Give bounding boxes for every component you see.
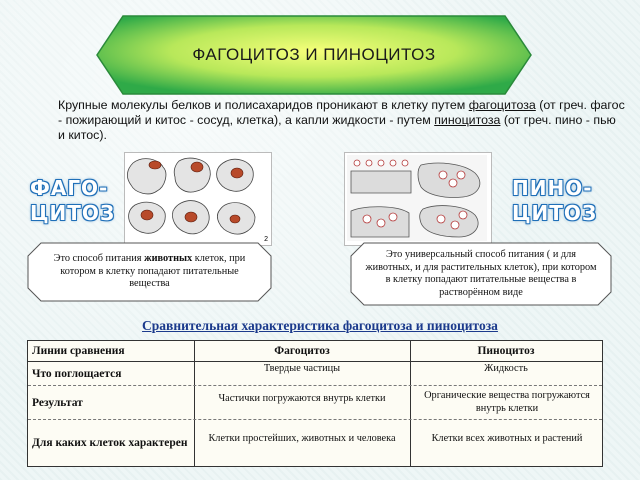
row-label: Для каких клеток характерен xyxy=(32,436,188,449)
comparison-title: Сравнительная характеристика фагоцитоза и пиноцитоза xyxy=(142,318,498,333)
page-title: ФАГОЦИТОЗ И ПИНОЦИТОЗ xyxy=(192,45,436,64)
term-phagocytosis: фагоцитоза xyxy=(468,98,536,112)
phagocytosis-illustration xyxy=(124,152,272,246)
cell-pino: Органические вещества погружаются внутрь клетки xyxy=(424,390,590,414)
phago-definition-box xyxy=(27,242,272,302)
phago-word-line1: ФАГО- xyxy=(30,176,109,200)
figure-number: 2 xyxy=(264,236,268,243)
row-label: Что поглощается xyxy=(32,367,122,380)
pino-word xyxy=(512,176,597,226)
cell-pino: Клетки всех животных и растений xyxy=(431,432,583,444)
phago-word-line2: ЦИТОЗ xyxy=(30,201,116,225)
header-criteria: Линии сравнения xyxy=(32,345,125,357)
phagocytosis-cells-image xyxy=(125,153,271,245)
pino-definition-text: Это универсальный способ питания ( и для животных, и для растительных клеток), при котором в клетку попадают питательные вещества в растворённом виде xyxy=(365,249,597,298)
header-phago: Фагоцитоз xyxy=(274,345,330,357)
phago-def-1: Это способ питания xyxy=(53,253,145,265)
title-banner xyxy=(95,14,533,96)
pino-definition-box xyxy=(350,242,612,306)
pino-word-line1: ПИНО- xyxy=(512,176,593,200)
intro-paragraph xyxy=(58,98,626,143)
term-pinocytosis: пиноцитоза xyxy=(434,113,501,127)
comparison-table xyxy=(27,340,603,467)
pino-word-line2: ЦИТОЗ xyxy=(512,201,598,225)
intro-text-2: (от греч. фагос - пожирающий и китос - сосуд, клетка), а капли жидкости - путем xyxy=(58,98,625,127)
phago-definition-text xyxy=(27,242,272,302)
pinocytosis-cells-image xyxy=(345,153,491,245)
phago-def-bold: животных xyxy=(144,253,193,265)
cell-phago: Клетки простейших, животных и человека xyxy=(208,432,396,444)
header-pino: Пиноцитоз xyxy=(477,345,535,357)
intro-text-3: (от греч. пино - пью и китос). xyxy=(58,113,616,142)
intro-text-1: Крупные молекулы белков и полисахаридов проникают в клетку путем xyxy=(58,98,469,112)
cell-phago: Частички погружаются внутрь клетки xyxy=(218,392,386,404)
cell-phago: Твердые частицы xyxy=(263,363,341,375)
row-label: Результат xyxy=(32,396,83,409)
phago-def-2: клеток, при котором в клетку попадают питательные вещества xyxy=(60,253,246,290)
phago-word xyxy=(30,176,115,226)
cell-pino: Жидкость xyxy=(484,363,528,375)
pinocytosis-illustration xyxy=(344,152,492,246)
